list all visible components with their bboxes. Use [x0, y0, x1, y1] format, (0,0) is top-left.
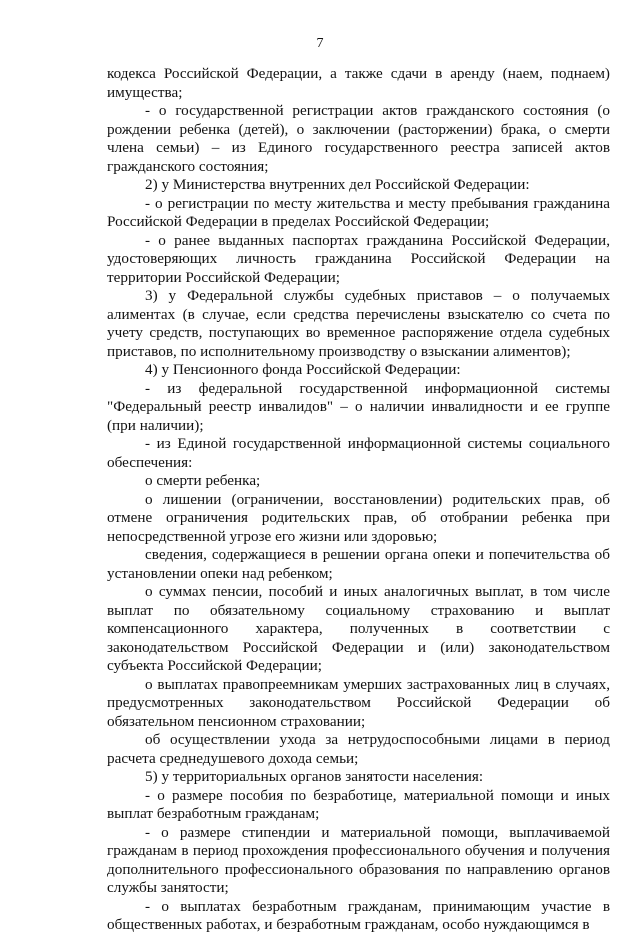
page-number: 7 [316, 36, 324, 51]
paragraph: - о размере стипендии и материальной помощи, выплачиваемой гражданам в период прохождения профессионального обучения и получения дополнительного профессионального образования по направлению органов службы занятости; [107, 823, 610, 896]
section-heading: 3) у Федеральной службы судебных приставов – о получаемых алиментах (в случае, если средства перечислены взыскателю со счета по учету средств, поступающих во временное распоряжение отдела судебных приставов, по исполнительному производству о взыскании алиментов); [107, 287, 610, 360]
paragraph: - из Единой государственной информационной системы социального обеспечения: [107, 435, 610, 471]
document-body [107, 65, 610, 935]
paragraph: о суммах пенсии, пособий и иных аналогичных выплат, в том числе выплат по обязательному социальному страхованию и выплат компенсационного характера, полученных в соответствии с законодательством Российской Федерации и (или) законодательством субъекта Российской Федерации; [107, 583, 610, 674]
paragraph: сведения, содержащиеся в решении органа опеки и попечительства об установлении опеки над ребенком; [107, 546, 610, 582]
paragraph: - о размере пособия по безработице, материальной помощи и иных выплат безработным гражданам; [107, 786, 610, 822]
paragraph: о смерти ребенка; [145, 472, 261, 489]
paragraph: о лишении (ограничении, восстановлении) родительских прав, об отмене ограничения родительских прав, об отобрании ребенка при непосредственной угрозе его жизни или здоровью; [107, 490, 610, 545]
paragraph: об осуществлении ухода за нетрудоспособными лицами в период расчета среднедушевого дохода семьи; [107, 731, 610, 767]
paragraph: - о государственной регистрации актов гражданского состояния (о рождении ребенка (детей), о заключении (расторжении) брака, о смерти члена семьи) – из Единого государственного реестра записей актов гражданского состояния; [107, 102, 610, 175]
paragraph: кодекса Российской Федерации, а также сдачи в аренду (наем, поднаем) имущества; [107, 65, 610, 101]
paragraph: - о выплатах безработным гражданам, принимающим участие в общественных работах, и безработным гражданам, особо нуждающимся в [107, 897, 610, 933]
paragraph: - из федеральной государственной информационной системы "Федеральный реестр инвалидов" – о наличии инвалидности и ее группе (при наличии); [107, 379, 610, 434]
section-heading: 5) у территориальных органов занятости населения: [145, 768, 484, 785]
section-heading: 2) у Министерства внутренних дел Российской Федерации: [145, 176, 530, 193]
paragraph: - о регистрации по месту жительства и месту пребывания гражданина Российской Федерации в пределах Российской Федерации; [107, 194, 610, 230]
paragraph: - о ранее выданных паспортах гражданина Российской Федерации, удостоверяющих личность гражданина Российской Федерации на территории Российской Федерации; [107, 231, 610, 286]
paragraph: о выплатах правопреемникам умерших застрахованных лиц в случаях, предусмотренных законодательством Российской Федерации об обязательном пенсионном страховании; [107, 675, 610, 730]
section-heading: 4) у Пенсионного фонда Российской Федерации: [145, 361, 461, 378]
